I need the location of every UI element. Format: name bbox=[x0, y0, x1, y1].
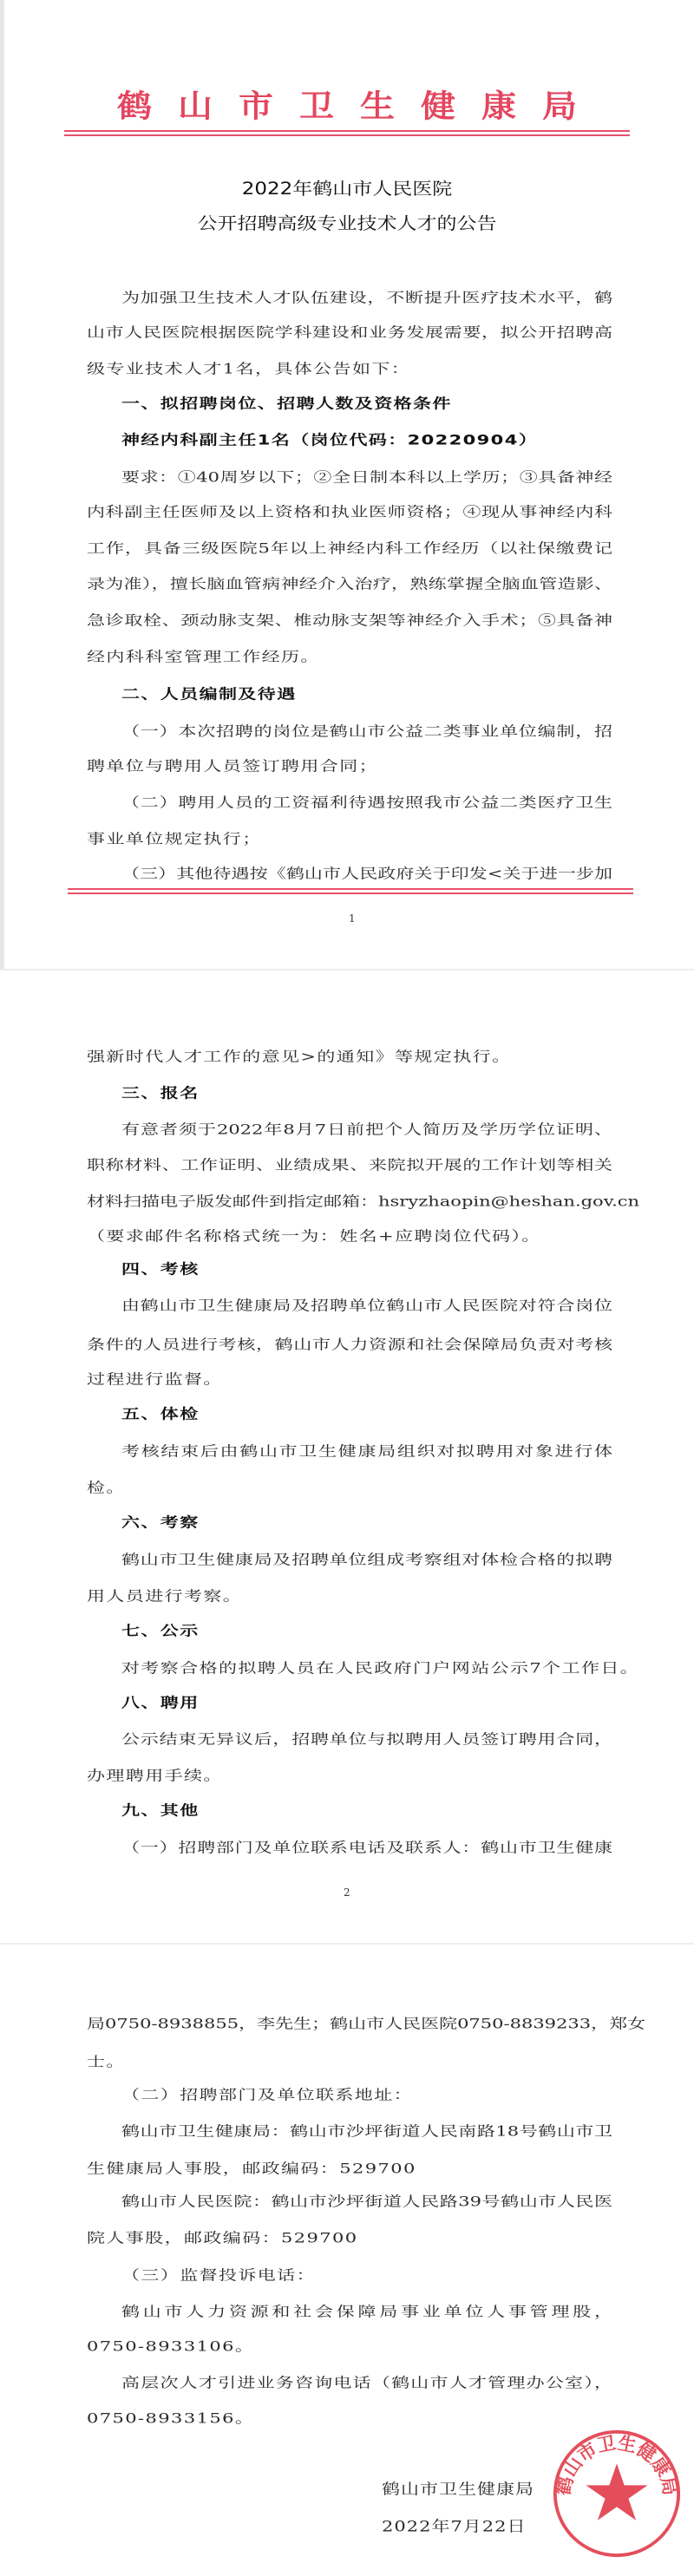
page-number: 2 bbox=[344, 1886, 350, 1899]
signature-org: 鹤山市卫生健康局 bbox=[382, 2481, 534, 2498]
email-line: 材料扫描电子版发邮件到指定邮箱：hsryzhaopin@heshan.gov.cn bbox=[87, 1193, 640, 1209]
section-heading: 九、其他 bbox=[121, 1802, 200, 1818]
section-heading: 八、聘用 bbox=[121, 1695, 200, 1710]
body-line: 用人员进行考察。 bbox=[87, 1588, 243, 1604]
phone-line: 0750-8933156。 bbox=[87, 2410, 255, 2426]
section-heading: 五、体检 bbox=[121, 1406, 200, 1422]
page-number: 1 bbox=[349, 912, 356, 925]
body-line: 为加强卫生技术人才队伍建设，不断提升医疗技术水平，鹤 bbox=[121, 290, 612, 305]
body-line: 经内科科室管理工作经历。 bbox=[87, 649, 320, 664]
body-line: 条件的人员进行考核，鹤山市人力资源和社会保障局负责对考核 bbox=[87, 1337, 612, 1352]
body-line: （一）招聘部门及单位联系电话及联系人：鹤山市卫生健康 bbox=[121, 1840, 612, 1855]
page-separator bbox=[0, 969, 694, 971]
body-line: 高层次人才引进业务咨询电话（鹤山市人才管理办公室）， bbox=[121, 2375, 612, 2390]
contact-line: 局0750-8938855，李先生；鹤山市人民医院0750-8839233，郑女 bbox=[87, 2016, 646, 2031]
page-edge bbox=[0, 0, 4, 969]
page-separator bbox=[0, 1943, 694, 1945]
body-line: 急诊取栓、颈动脉支架、椎动脉支架等神经介入手术；⑤具备神 bbox=[87, 612, 612, 628]
position-title: 神经内科副主任1名（岗位代码：20220904） bbox=[121, 432, 539, 448]
letterhead: 鹤山市卫生健康局 bbox=[117, 88, 603, 125]
seal-star-icon bbox=[586, 2463, 647, 2520]
body-line: 考核结束后由鹤山市卫生健康局组织对拟聘用对象进行体 bbox=[121, 1443, 612, 1459]
body-line: 士。 bbox=[87, 2054, 126, 2069]
official-seal bbox=[552, 2429, 682, 2559]
section-heading: 二、人员编制及待遇 bbox=[121, 686, 297, 702]
section-heading: 七、公示 bbox=[121, 1623, 200, 1638]
address-line: 生健康局人事股，邮政编码：529700 bbox=[87, 2161, 416, 2176]
body-line: （二）招聘部门及单位联系地址： bbox=[121, 2087, 413, 2102]
body-line: 鹤山市卫生健康局及招聘单位组成考察组对体检合格的拟聘 bbox=[121, 1552, 612, 1567]
document-title-line2: 公开招聘高级专业技术人才的公告 bbox=[197, 213, 497, 234]
body-line: 聘单位与聘用人员签订聘用合同； bbox=[87, 758, 378, 774]
page-rule bbox=[68, 888, 633, 890]
section-heading: 三、报名 bbox=[121, 1085, 200, 1101]
body-line: 山市人民医院根据医院学科建设和业务发展需要，拟公开招聘高 bbox=[87, 324, 612, 340]
body-line: 对考察合格的拟聘人员在人民政府门户网站公示7个工作日。 bbox=[121, 1660, 640, 1676]
body-line: 内科副主任医师及以上资格和执业医师资格；④现从事神经内科 bbox=[87, 504, 612, 520]
section-heading: 一、拟招聘岗位、招聘人数及资格条件 bbox=[121, 396, 452, 411]
phone-line: 0750-8933106。 bbox=[87, 2338, 255, 2354]
body-line: 过程进行监督。 bbox=[87, 1371, 223, 1387]
body-line: 由鹤山市卫生健康局及招聘单位鹤山市人民医院对符合岗位 bbox=[121, 1298, 612, 1313]
body-line: 职称材料、工作证明、业绩成果、来院拟开展的工作计划等相关 bbox=[87, 1157, 612, 1173]
body-line: （一）本次招聘的岗位是鹤山市公益二类事业单位编制，招 bbox=[121, 723, 612, 739]
letterhead-rule bbox=[64, 130, 630, 132]
body-line: 工作，具备三级医院5年以上神经内科工作经历（以社保缴费记 bbox=[87, 540, 612, 556]
body-line: 鹤山市人力资源和社会保障局事业单位人事管理股， bbox=[121, 2304, 612, 2319]
letterhead-rule bbox=[64, 134, 630, 136]
body-line: 事业单位规定执行； bbox=[87, 831, 262, 847]
body-line: （三）监督投诉电话： bbox=[121, 2267, 316, 2283]
body-line: 要求：①40周岁以下；②全日制本科以上学历；③具备神经 bbox=[121, 469, 612, 485]
body-line: 录为准），擅长脑血管病神经介入治疗，熟练掌握全脑血管造影、 bbox=[87, 576, 612, 592]
page-rule bbox=[68, 892, 633, 894]
body-line: （三）其他待遇按《鹤山市人民政府关于印发<关于进一步加 bbox=[121, 866, 612, 881]
section-heading: 四、考核 bbox=[121, 1261, 200, 1277]
address-line: 院人事股，邮政编码：529700 bbox=[87, 2230, 358, 2246]
address-line: 鹤山市人民医院：鹤山市沙坪街道人民路39号鹤山市人民医 bbox=[121, 2194, 612, 2209]
body-line: （要求邮件名称格式统一为：姓名+应聘岗位代码）。 bbox=[87, 1228, 541, 1244]
body-line: 检。 bbox=[87, 1480, 126, 1495]
body-line: 公示结束无异议后，招聘单位与拟聘用人员签订聘用合同， bbox=[121, 1731, 612, 1747]
address-line: 鹤山市卫生健康局：鹤山市沙坪街道人民南路18号鹤山市卫 bbox=[121, 2123, 612, 2139]
body-line: 级专业技术人才1名，具体公告如下： bbox=[87, 361, 411, 376]
section-heading: 六、考察 bbox=[121, 1514, 200, 1530]
signature-date: 2022年7月22日 bbox=[382, 2518, 527, 2535]
document-title-line1: 2022年鹤山市人民医院 bbox=[241, 179, 453, 199]
body-line: 有意者须于2022年8月7日前把个人简历及学历学位证明、 bbox=[121, 1121, 612, 1137]
body-line: 强新时代人才工作的意见>的通知》等规定执行。 bbox=[87, 1049, 512, 1064]
seal-text: 鹤山市卫生健康局 bbox=[552, 2431, 682, 2497]
body-line: （二）聘用人员的工资福利待遇按照我市公益二类医疗卫生 bbox=[121, 794, 612, 810]
body-line: 办理聘用手续。 bbox=[87, 1768, 223, 1783]
